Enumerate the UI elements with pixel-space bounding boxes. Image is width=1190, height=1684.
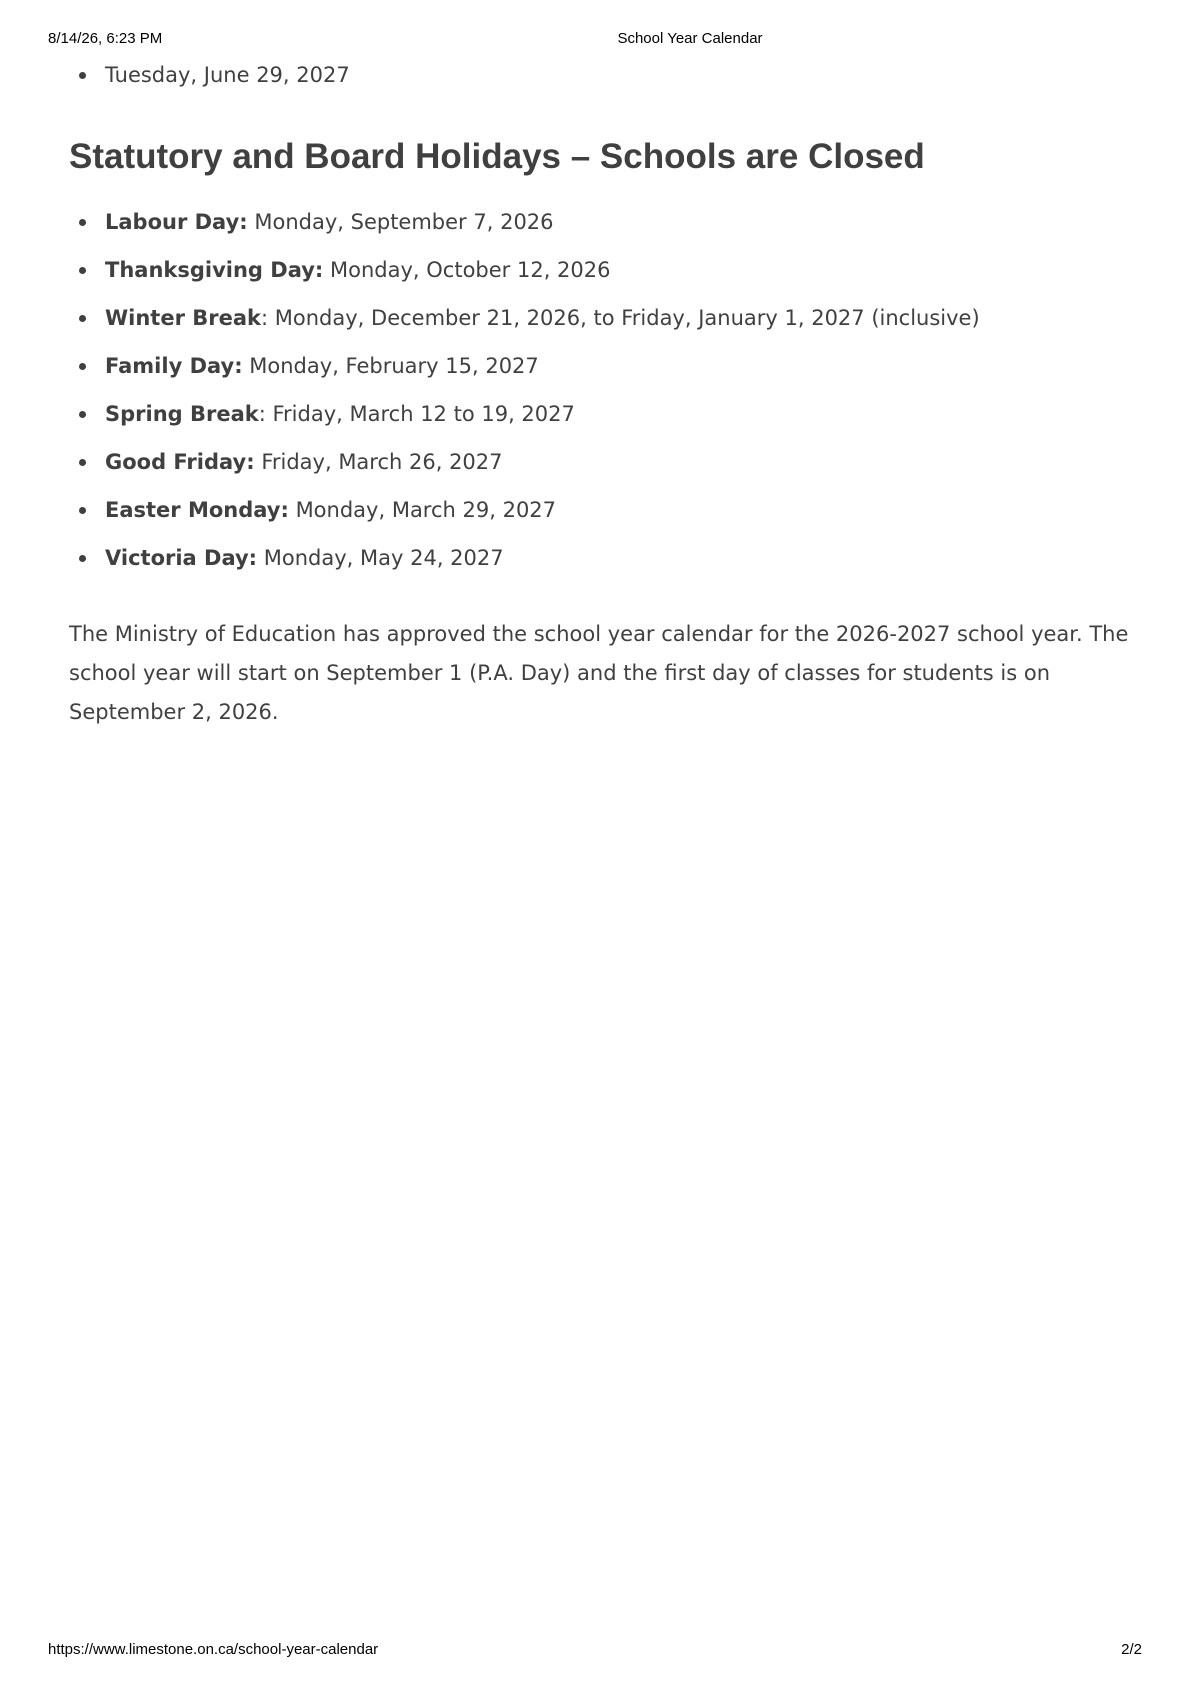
holiday-label: Good Friday:: [105, 450, 255, 474]
holiday-label: Family Day:: [105, 354, 243, 378]
bullet-icon: [79, 267, 86, 274]
bullet-icon: [79, 411, 86, 418]
holiday-item-labour-day: [69, 207, 1129, 237]
holiday-label: Thanksgiving Day:: [105, 258, 324, 282]
print-header: [0, 30, 1190, 50]
holiday-item-easter-monday: [69, 495, 1129, 525]
bullet-icon: [79, 507, 86, 514]
holiday-date: Monday, October 12, 2026: [323, 258, 611, 282]
holiday-item-spring-break: [69, 399, 1129, 429]
holiday-item-victoria-day: [69, 543, 1129, 573]
holiday-date: Monday, May 24, 2027: [257, 546, 504, 570]
bullet-icon: [79, 219, 86, 226]
page-content: [69, 60, 1129, 724]
bullet-icon: [79, 363, 86, 370]
page-number: 2/2: [1121, 1641, 1142, 1658]
list-item-text: Tuesday, June 29, 2027: [105, 63, 350, 87]
holiday-date: : Friday, March 12 to 19, 2027: [258, 402, 575, 426]
holiday-label: Easter Monday:: [105, 498, 289, 522]
holiday-label: Winter Break: [105, 306, 262, 330]
print-datetime: 8/14/26, 6:23 PM: [48, 30, 163, 47]
holiday-date: Monday, September 7, 2026: [247, 210, 554, 234]
print-footer: [0, 1641, 1190, 1661]
holiday-label: Victoria Day:: [105, 546, 258, 570]
holiday-list: [69, 207, 1129, 591]
holiday-date: Monday, February 15, 2027: [242, 354, 539, 378]
continued-date-list: [69, 60, 1129, 90]
intro-paragraph: The Ministry of Education has approved the school year calendar for the 2026-2027 school year. The school year will start on September 1 (P.A. Day) and the first day of classes for students is on September 2, 2026.: [69, 622, 1129, 724]
holiday-item-family-day: [69, 351, 1129, 381]
holiday-label: Labour Day:: [105, 210, 248, 234]
page-url: https://www.limestone.on.ca/school-year-calendar: [48, 1641, 379, 1658]
print-page-title: School Year Calendar: [617, 30, 763, 47]
holiday-item-good-friday: [69, 447, 1129, 477]
holiday-label: Spring Break: [105, 402, 259, 426]
bullet-icon: [79, 459, 86, 466]
holiday-item-thanksgiving: [69, 255, 1129, 285]
bullet-icon: [79, 555, 86, 562]
holiday-item-winter-break: [69, 303, 1129, 333]
section-heading: Statutory and Board Holidays – Schools are Closed: [69, 137, 925, 176]
holiday-date: Friday, March 26, 2027: [254, 450, 503, 474]
holiday-date: : Monday, December 21, 2026, to Friday, January 1, 2027 (inclusive): [261, 306, 980, 330]
holiday-date: Monday, March 29, 2027: [288, 498, 557, 522]
bullet-icon: [79, 315, 86, 322]
bullet-icon: [79, 72, 86, 79]
list-item: [69, 60, 1129, 90]
